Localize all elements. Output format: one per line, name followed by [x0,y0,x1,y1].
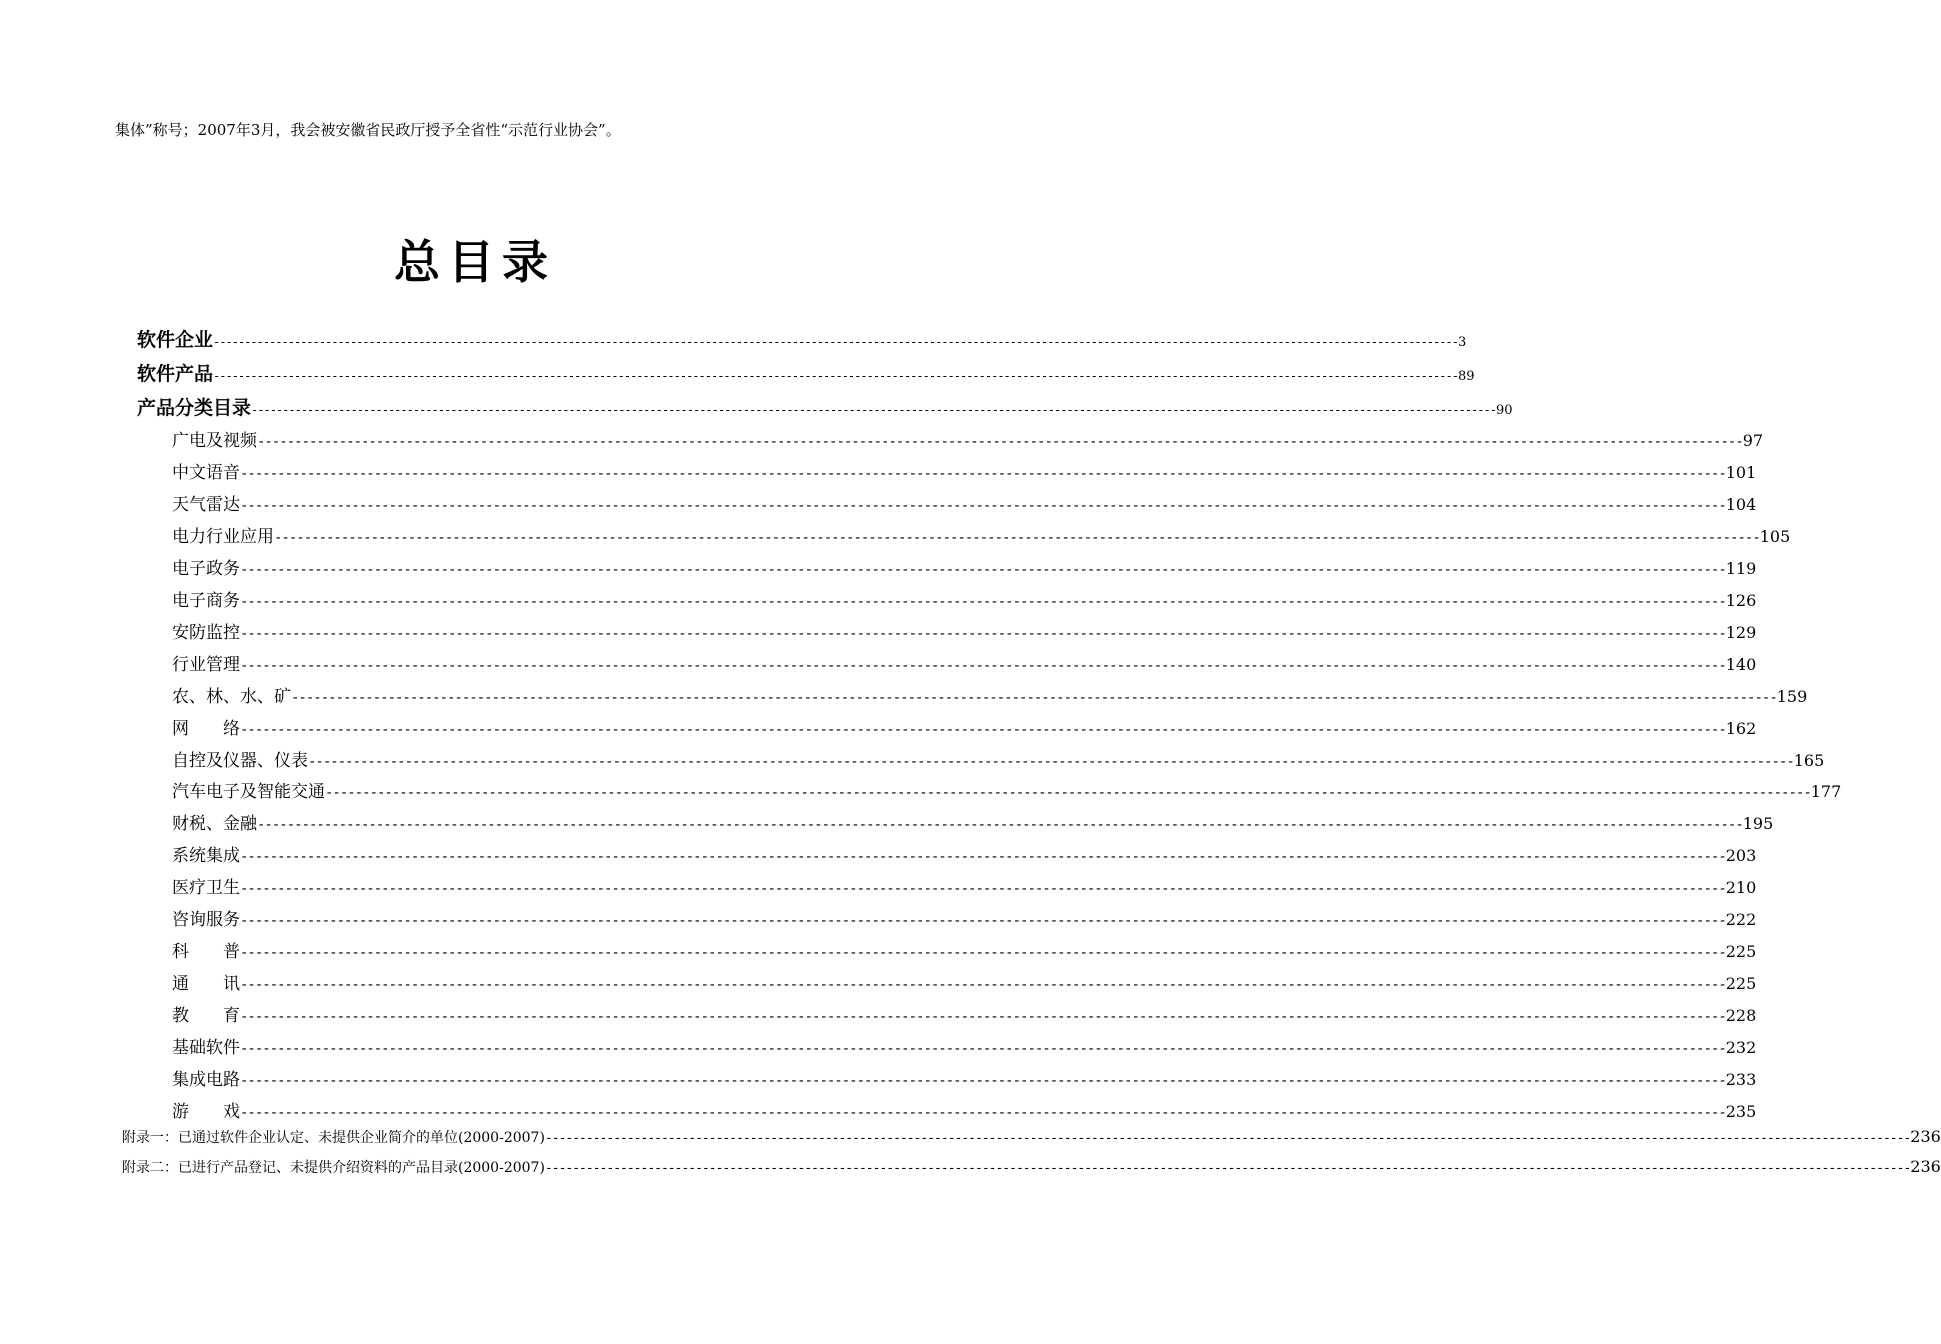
toc-leader-dashes: -------------------------------------------------------------------------------------------------------------------------------------------------------------------------------------------------------- [274,529,1760,546]
toc-page-number: 3 [1457,335,1467,350]
toc-entry-label: 游 戏 [172,1101,240,1122]
toc-page-number: 159 [1776,686,1808,706]
toc-page-number: 89 [1457,369,1475,384]
toc-entry-label: 安防监控 [172,622,240,643]
toc-entry-sub-5[interactable] [172,586,1757,612]
toc-leader-dashes: -------------------------------------------------------------------------------------------------------------------------------------------------------------------------------------------------------- [240,1009,1726,1026]
toc-entry-label: 产品分类目录 [137,397,252,419]
toc-page-number: 177 [1810,782,1842,802]
toc-entry-sub-19[interactable] [172,1033,1757,1059]
toc-entry-label: 系统集成 [172,846,240,867]
toc-leader-dashes: -------------------------------------------------------------------------------------------------------------------------------------------------------------------------------------------------------- [240,945,1726,962]
toc-leader-dashes: -------------------------------------------------------------------------------------------------------------------------------------------------------------------------------------------------------- [240,721,1726,738]
toc-entry-sub-11[interactable] [172,777,1842,803]
toc-entry-label: 网 络 [172,718,240,739]
toc-leader-dashes: -------------------------------------------------------------------------------------------------------------------------------------------------------------------------------------------------------- [240,977,1726,994]
toc-leader-dashes: -------------------------------------------------------------------------------------------------------------------------------------------------------------------------------------------------------- [325,785,1811,802]
toc-entry-sub-21[interactable] [172,1097,1757,1123]
toc-entry-sub-7[interactable] [172,650,1757,676]
toc-page-number: 165 [1793,750,1825,770]
toc-entry-sub-17[interactable] [172,969,1757,995]
toc-leader-dashes: -------------------------------------------------------------------------------------------------------------------------------------------------------------------------------------------------------- [240,1041,1726,1058]
toc-leader-dashes: -------------------------------------------------------------------------------------------------------------------------------------------------------------------------------------------------------- [240,1073,1726,1089]
toc-page-number: 101 [1725,462,1757,482]
toc-entry-main-0[interactable] [137,325,1467,353]
toc-entry-label: 科 普 [172,942,240,963]
toc-entry-label: 通 讯 [172,974,240,995]
toc-page-number: 222 [1725,910,1757,930]
toc-entry-label: 农、林、水、矿 [172,686,291,707]
toc-page-number: 90 [1495,403,1513,418]
toc-leader-dashes: -------------------------------------------------------------------------------------------------------------------------------------------------------------------------------------------------------- [251,403,1496,417]
toc-page-number: 162 [1725,718,1757,738]
toc-page-number: 129 [1725,622,1757,642]
toc-page-number: 235 [1725,1101,1757,1121]
toc-entry-label: 咨询服务 [172,910,240,931]
toc-entry-sub-12[interactable] [172,809,1774,835]
toc-entry-label: 医疗卫生 [172,878,240,899]
toc-leader-dashes: -------------------------------------------------------------------------------------------------------------------------------------------------------------------------------------------------------- [240,593,1726,610]
toc-leader-dashes: -------------------------------------------------------------------------------------------------------------------------------------------------------------------------------------------------------- [240,657,1726,674]
toc-entry-label: 集成电路 [172,1070,240,1090]
intro-paragraph: 集体”称号；2007年3月，我会被安徽省民政厅授予全省性“示范行业协会”。 [115,121,621,139]
toc-leader-dashes: -------------------------------------------------------------------------------------------------------------------------------------------------------------------------------------------------------- [240,497,1726,514]
toc-entry-sub-20[interactable] [172,1065,1757,1091]
toc-leader-dashes: -------------------------------------------------------------------------------------------------------------------------------------------------------------------------------------------------------- [544,1161,1911,1176]
toc-entry-label: 附录二：已进行产品登记、未提供介绍资料的产品目录(2000-2007) [122,1160,545,1176]
toc-entry-sub-6[interactable] [172,618,1757,644]
toc-entry-label: 软件企业 [137,329,214,351]
toc-leader-dashes: -------------------------------------------------------------------------------------------------------------------------------------------------------------------------------------------------------- [308,753,1794,770]
toc-leader-dashes: -------------------------------------------------------------------------------------------------------------------------------------------------------------------------------------------------------- [240,849,1726,866]
toc-page-number: 97 [1742,431,1764,450]
toc-page-number: 236 [1910,1157,1941,1176]
toc-entry-sub-2[interactable] [172,490,1757,516]
toc-entry-label: 电子政务 [172,558,240,579]
toc-entry-sub-16[interactable] [172,937,1757,963]
toc-entry-sub-15[interactable] [172,905,1757,931]
toc-page-number: 228 [1725,1006,1757,1026]
toc-entry-label: 行业管理 [172,654,240,675]
toc-entry-main-2[interactable] [137,393,1513,421]
toc-entry-label: 电子商务 [172,590,240,611]
toc-page-number: 140 [1725,654,1757,674]
toc-entry-label: 财税、金融 [172,814,257,835]
toc-entry-sub-4[interactable] [172,554,1757,580]
toc-entry-sub-3[interactable] [172,522,1791,548]
toc-entry-label: 附录一：已通过软件企业认定、未提供企业简介的单位(2000-2007) [122,1130,545,1146]
toc-page-number: 203 [1725,846,1757,866]
toc-page-number: 225 [1725,942,1757,962]
toc-entry-label: 广电及视频 [172,431,257,451]
toc-leader-dashes: -------------------------------------------------------------------------------------------------------------------------------------------------------------------------------------------------------- [213,369,1458,383]
toc-leader-dashes: -------------------------------------------------------------------------------------------------------------------------------------------------------------------------------------------------------- [291,689,1777,706]
toc-page-number: 236 [1910,1127,1941,1146]
toc-entry-label: 自控及仪器、仪表 [172,750,308,771]
toc-entry-label: 教 育 [172,1006,240,1027]
toc-entry-appendix-1[interactable] [122,1157,1941,1181]
toc-page-number: 119 [1725,558,1757,578]
toc-page-number: 225 [1725,974,1757,994]
toc-leader-dashes: -------------------------------------------------------------------------------------------------------------------------------------------------------------------------------------------------------- [257,817,1743,834]
toc-entry-label: 汽车电子及智能交通 [172,782,325,803]
toc-leader-dashes: -------------------------------------------------------------------------------------------------------------------------------------------------------------------------------------------------------- [240,913,1726,930]
toc-entry-label: 电力行业应用 [172,526,274,547]
toc-entry-sub-0[interactable] [172,426,1764,452]
toc-entry-sub-10[interactable] [172,746,1825,772]
toc-page-number: 233 [1725,1070,1757,1089]
toc-entry-label: 基础软件 [172,1038,240,1059]
page-title: 总目录 [394,235,556,289]
toc-leader-dashes: -------------------------------------------------------------------------------------------------------------------------------------------------------------------------------------------------------- [240,625,1726,642]
toc-leader-dashes: -------------------------------------------------------------------------------------------------------------------------------------------------------------------------------------------------------- [257,434,1743,450]
toc-entry-label: 中文语音 [172,462,240,483]
toc-leader-dashes: -------------------------------------------------------------------------------------------------------------------------------------------------------------------------------------------------------- [240,1104,1726,1121]
toc-leader-dashes: -------------------------------------------------------------------------------------------------------------------------------------------------------------------------------------------------------- [240,881,1726,898]
toc-page-number: 105 [1759,526,1791,546]
toc-page-number: 195 [1742,814,1774,834]
toc-entry-sub-9[interactable] [172,714,1757,740]
toc-entry-sub-8[interactable] [172,682,1808,708]
toc-page-number: 232 [1725,1038,1757,1058]
toc-page-number: 104 [1725,494,1757,514]
toc-entry-appendix-0[interactable] [122,1127,1941,1151]
toc-leader-dashes: -------------------------------------------------------------------------------------------------------------------------------------------------------------------------------------------------------- [213,335,1458,349]
toc-entry-main-1[interactable] [137,359,1475,387]
toc-page-number: 210 [1725,878,1757,898]
toc-entry-label: 软件产品 [137,363,214,385]
toc-leader-dashes: -------------------------------------------------------------------------------------------------------------------------------------------------------------------------------------------------------- [544,1131,1911,1146]
toc-entry-sub-1[interactable] [172,458,1757,484]
toc-leader-dashes: -------------------------------------------------------------------------------------------------------------------------------------------------------------------------------------------------------- [240,465,1726,482]
toc-entry-sub-14[interactable] [172,873,1757,899]
toc-entry-sub-18[interactable] [172,1001,1757,1027]
toc-leader-dashes: -------------------------------------------------------------------------------------------------------------------------------------------------------------------------------------------------------- [240,561,1726,578]
toc-entry-sub-13[interactable] [172,841,1757,867]
toc-entry-label: 天气雷达 [172,494,240,515]
toc-page-number: 126 [1725,590,1757,610]
